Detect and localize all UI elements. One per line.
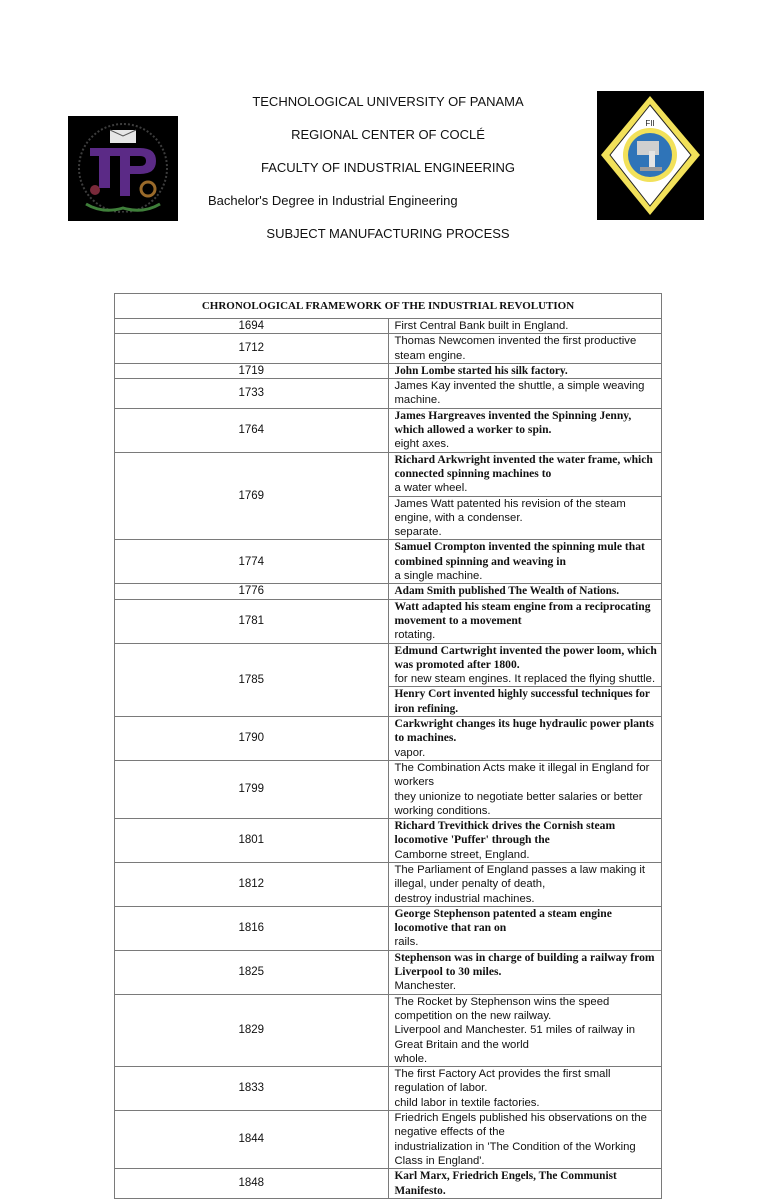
event-cell: Richard Trevithick drives the Cornish steam locomotive 'Puffer' through the Camborne street, England. [388,819,662,863]
table-title: CHRONOLOGICAL FRAMEWORK OF THE INDUSTRIAL REVOLUTION [115,294,662,319]
event-cell: Samuel Crompton invented the spinning mule that combined spinning and weaving in a single machine. [388,540,662,584]
event-cell: Thomas Newcomen invented the first productive steam engine. [388,334,662,364]
table-row [115,584,662,599]
year-cell: 1764 [115,408,389,452]
year-cell: 1776 [115,584,389,599]
year-cell: 1801 [115,819,389,863]
utp-logo-text: UTP [117,213,129,219]
event-cell: George Stephenson patented a steam engine locomotive that ran on rails. [388,906,662,950]
table-title-row [115,294,662,319]
table-row [115,319,662,334]
event-cell: John Lombe started his silk factory. [388,363,662,378]
table-row [115,1169,662,1199]
year-cell: 1719 [115,363,389,378]
event-cell: The first Factory Act provides the first small regulation of labor. child labor in textile factories. [388,1067,662,1111]
year-cell: 1733 [115,379,389,409]
table-row [115,1111,662,1169]
year-cell: 1799 [115,760,389,818]
subject-name: SUBJECT MANUFACTURING PROCESS [266,226,510,241]
year-cell: 1833 [115,1067,389,1111]
table-row [115,717,662,761]
table-row [115,994,662,1066]
year-cell: 1848 [115,1169,389,1199]
table-row [115,540,662,584]
year-cell: 1712 [115,334,389,364]
event-cell: James Watt patented his revision of the steam engine, with a condenser. separate. [388,496,662,540]
event-cell: Adam Smith published The Wealth of Nations. [388,584,662,599]
table-row [115,599,662,643]
fii-logo-text: FII [645,119,655,128]
event-cell: The Parliament of England passes a law making it illegal, under penalty of death, destroy industrial machines. [388,862,662,906]
table-row [115,950,662,994]
table-row [115,334,662,364]
event-cell: Karl Marx, Friedrich Engels, The Communist Manifesto. [388,1169,662,1199]
year-cell: 1769 [115,452,389,540]
table-row [115,862,662,906]
event-cell: Friedrich Engels published his observations on the negative effects of the industrialization in 'The Condition of the Working Class in England'. [388,1111,662,1169]
event-cell: Stephenson was in charge of building a railway from Liverpool to 30 miles. Manchester. [388,950,662,994]
event-cell: Henry Cort invented highly successful techniques for iron refining. [388,687,662,717]
table-row [115,452,662,496]
faculty-name: FACULTY OF INDUSTRIAL ENGINEERING [260,160,516,175]
year-cell: 1829 [115,994,389,1066]
year-cell: 1781 [115,599,389,643]
year-cell: 1816 [115,906,389,950]
event-cell: James Kay invented the shuttle, a simple weaving machine. [388,379,662,409]
event-cell: Richard Arkwright invented the water frame, which connected spinning machines to a water wheel. [388,452,662,496]
degree-name: Bachelor's Degree in Industrial Engineering [208,193,458,208]
table-row [115,643,662,687]
event-cell: Watt adapted his steam engine from a reciprocating movement to a movement rotating. [388,599,662,643]
year-cell: 1844 [115,1111,389,1169]
year-cell: 1812 [115,862,389,906]
table-row [115,1067,662,1111]
table-row [115,819,662,863]
event-cell: The Combination Acts make it illegal in England for workers they unionize to negotiate better salaries or better working conditions. [388,760,662,818]
table-row [115,760,662,818]
year-cell: 1694 [115,319,389,334]
table-row [115,379,662,409]
year-cell: 1785 [115,643,389,716]
year-cell: 1825 [115,950,389,994]
event-cell: Carkwright changes its huge hydraulic power plants to machines. vapor. [388,717,662,761]
event-cell: The Rocket by Stephenson wins the speed competition on the new railway. Liverpool and Manchester. 51 miles of railway in Great Britain and the world whole. [388,994,662,1066]
year-cell: 1790 [115,717,389,761]
fii-logo [597,91,704,220]
table-row [115,906,662,950]
event-cell: Edmund Cartwright invented the power loom, which was promoted after 1800. for new steam engines. It replaced the flying shuttle. [388,643,662,687]
table-row [115,363,662,378]
event-cell: First Central Bank built in England. [388,319,662,334]
university-name: TECHNOLOGICAL UNIVERSITY OF PANAMA [252,94,524,109]
chronology-table [114,293,662,1199]
year-cell: 1774 [115,540,389,584]
table-row [115,408,662,452]
regional-center: REGIONAL CENTER OF COCLÉ [291,127,485,142]
event-cell: James Hargreaves invented the Spinning Jenny, which allowed a worker to spin. eight axes. [388,408,662,452]
